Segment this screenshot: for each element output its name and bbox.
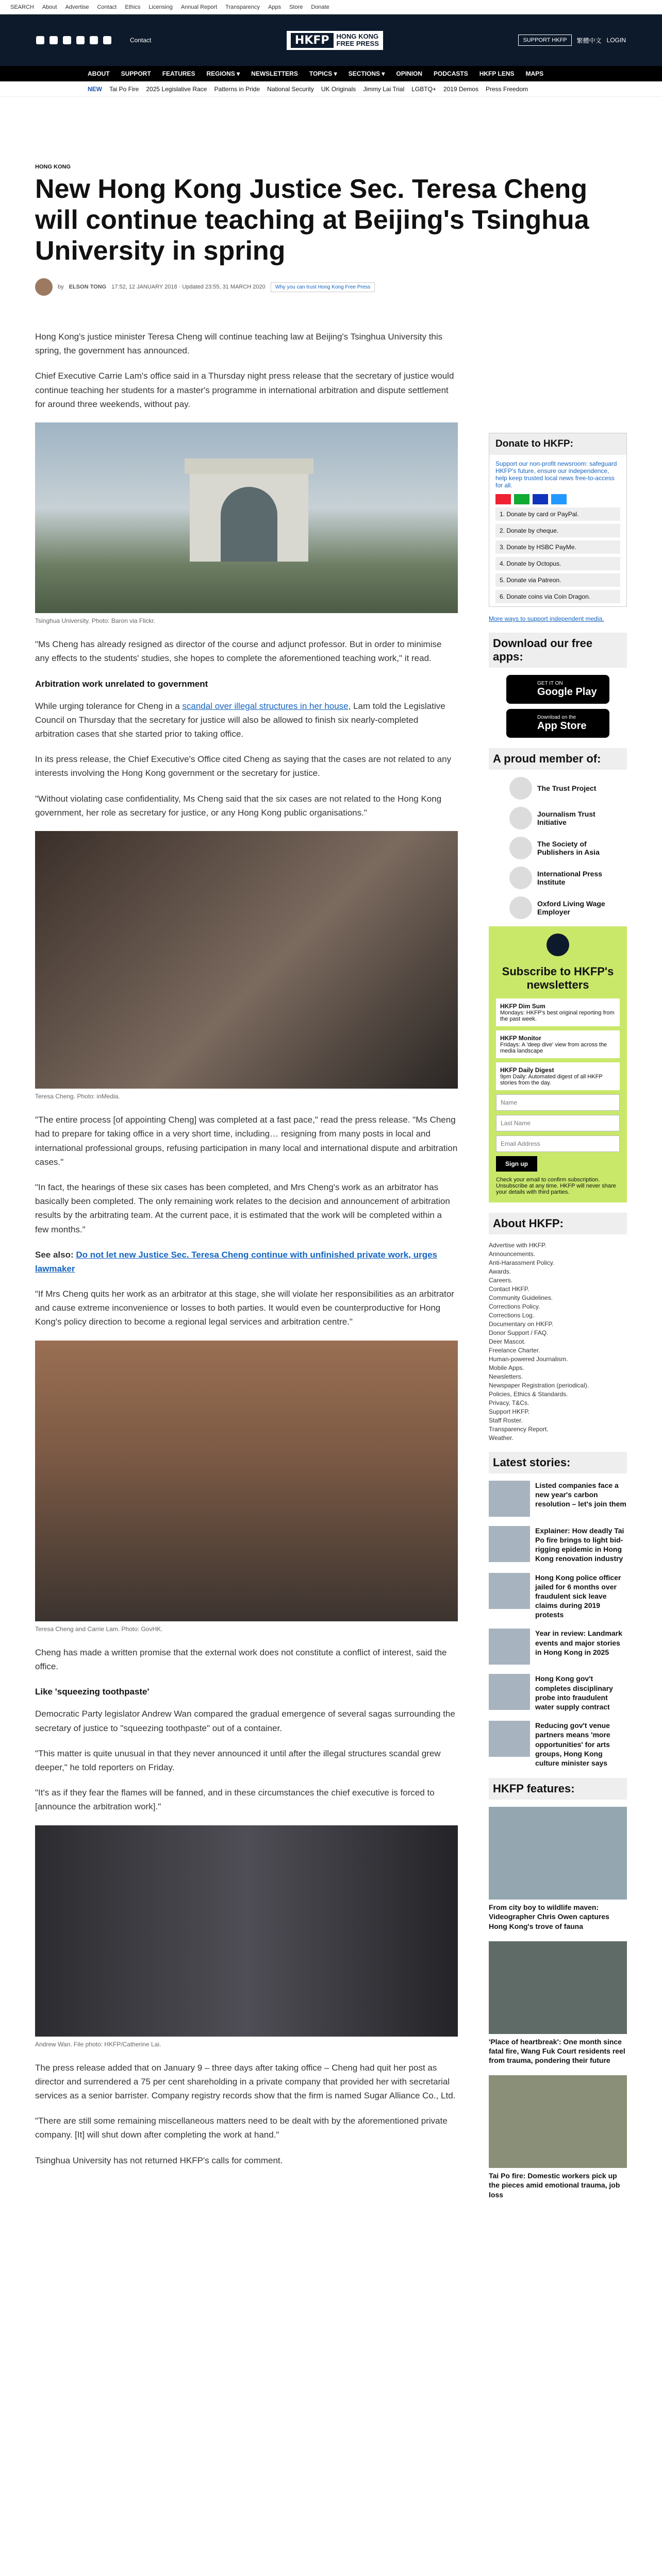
- about-link[interactable]: Transparency Report.: [489, 1425, 549, 1433]
- donate-methods: [489, 507, 626, 603]
- topbar-link[interactable]: Contact: [97, 4, 117, 10]
- photo-caption: Teresa Cheng. Photo: inMedia.: [35, 1093, 120, 1100]
- topbar-link[interactable]: Transparency: [225, 4, 260, 10]
- latest-story[interactable]: Hong Kong police officer jailed for 6 months over fraudulent sick leave claims during 2019 protests: [489, 1573, 627, 1620]
- trending-item[interactable]: Jimmy Lai Trial: [363, 85, 405, 93]
- header-contact-link[interactable]: Contact: [130, 37, 152, 44]
- top-utility-bar: [0, 0, 662, 14]
- about-link[interactable]: Policies, Ethics & Standards.: [489, 1390, 568, 1398]
- about-link[interactable]: Careers.: [489, 1276, 513, 1284]
- paragraph: Democratic Party legislator Andrew Wan compared the gradual emergence of several sagas surrounding the secretary of justice to "squeezing toothpaste" out of a container.: [35, 1709, 455, 1733]
- nav-maps[interactable]: MAPS: [525, 70, 544, 77]
- login-link[interactable]: LOGIN: [606, 37, 626, 44]
- about-link[interactable]: Documentary on HKFP.: [489, 1320, 554, 1328]
- about-link[interactable]: Newsletters.: [489, 1372, 523, 1380]
- photo-caption: Tsinghua University. Photo: Baron via Flickr.: [35, 617, 156, 624]
- google-play-badge[interactable]: GET IT ON Google Play: [506, 675, 609, 704]
- member-logo[interactable]: The Society of Publishers in Asia: [509, 837, 606, 859]
- donate-method[interactable]: 1. Donate by card or PayPal.: [495, 507, 620, 521]
- donate-box: [489, 433, 627, 607]
- trending-item[interactable]: 2019 Demos: [443, 85, 478, 93]
- youtube-icon[interactable]: [76, 36, 85, 44]
- see-also: See also: Do not let new Justice Sec. Teresa Cheng continue with unfinished private work, urges lawmaker: [35, 1249, 437, 1274]
- nav-features[interactable]: FEATURES: [162, 70, 195, 77]
- paragraph: "It's as if they fear the flames will be fanned, and in these circumstances the chief executive is forced to [announce the arbitration work].": [35, 1788, 435, 1812]
- topbar-link[interactable]: About: [42, 4, 57, 10]
- mastercard-icon: [495, 494, 511, 504]
- x-icon[interactable]: [49, 36, 58, 44]
- facebook-icon[interactable]: [36, 36, 44, 44]
- latest-story[interactable]: Year in review: Landmark events and major stories in Hong Kong in 2025: [489, 1629, 627, 1665]
- donate-intro[interactable]: Support our non-profit newsroom: safeguard HKFP's future, ensure our independence, help keep trusted local news free-to-access for all.: [495, 460, 617, 489]
- section-heading: Like 'squeezing toothpaste': [35, 1687, 150, 1697]
- paragraph: "In fact, the hearings of these six cases has been completed, and Mrs Cheng's work as an arbitrator has basically been completed. The only remaining work relates to the decision and announcement of arbitration results by the arbitrating team. At the current pace, it is estimated that the work will be completed within a few months.": [35, 1182, 450, 1234]
- support-button[interactable]: SUPPORT HKFP: [518, 35, 571, 46]
- latest-story[interactable]: Explainer: How deadly Tai Po fire brings to light bid-rigging epidemic in Hong Kong renovation industry: [489, 1526, 627, 1564]
- donate-method[interactable]: 6. Donate coins via Coin Dragon.: [495, 590, 620, 603]
- trending-item[interactable]: LGBTQ+: [411, 85, 436, 93]
- author-avatar: [35, 278, 53, 296]
- about-link[interactable]: Contact HKFP.: [489, 1285, 529, 1293]
- about-link[interactable]: Corrections Log.: [489, 1311, 535, 1319]
- topbar-link[interactable]: Donate: [311, 4, 329, 10]
- donate-method[interactable]: 4. Donate by Octopus.: [495, 557, 620, 570]
- feature-caption[interactable]: From city boy to wildlife maven: Videographer Chris Owen captures Hong Kong's trove of fauna: [489, 1903, 609, 1930]
- paragraph: Tsinghua University has not returned HKFP's calls for comment.: [35, 2155, 283, 2165]
- logo-text: HONG KONG FREE PRESS: [336, 32, 379, 47]
- about-link[interactable]: Announcements.: [489, 1250, 536, 1258]
- byline: [35, 278, 499, 296]
- bluesky-icon[interactable]: [90, 36, 98, 44]
- article-dates: 17:52, 12 JANUARY 2018 · Updated 23:55, 31 MARCH 2020: [111, 284, 266, 290]
- paragraph: Cheng has made a written promise that the external work does not constitute a conflict of interest, said the office.: [35, 1647, 447, 1671]
- apps-title: Download our free apps:: [489, 633, 627, 668]
- inline-link[interactable]: scandal over illegal structures in her house: [182, 701, 349, 711]
- member-logo[interactable]: Journalism Trust Initiative: [509, 807, 606, 829]
- trending-item[interactable]: Tai Po Fire: [109, 85, 139, 93]
- nav-regions[interactable]: REGIONS ▾: [206, 70, 240, 77]
- photo-tsinghua: [35, 422, 458, 613]
- about-link[interactable]: Privacy, T&Cs.: [489, 1399, 529, 1406]
- topbar-link[interactable]: Apps: [268, 4, 282, 10]
- trending-item[interactable]: Patterns in Pride: [214, 85, 260, 93]
- about-link[interactable]: Weather.: [489, 1434, 514, 1442]
- newsletter-option[interactable]: HKFP Daily Digest 9pm Daily: Automated digest of all HKFP stories from the day.: [496, 1062, 620, 1090]
- donate-method[interactable]: 3. Donate by HSBC PayMe.: [495, 540, 620, 554]
- nav-sections[interactable]: SECTIONS ▾: [348, 70, 385, 77]
- member-logo[interactable]: International Press Institute: [509, 867, 606, 889]
- about-title: About HKFP:: [489, 1213, 627, 1234]
- gate-illustration: [35, 422, 458, 613]
- topbar-link[interactable]: Advertise: [65, 4, 89, 10]
- about-link[interactable]: Staff Roster.: [489, 1416, 523, 1424]
- card-icon: [514, 494, 529, 504]
- paragraph: "There are still some remaining miscellaneous matters need to be dealt with by the aforementioned private company. [It] will shut down after completing the work at hand.": [35, 2116, 448, 2140]
- about-link[interactable]: Anti-Harassment Policy.: [489, 1259, 555, 1266]
- photo-andrew-wan: [35, 1825, 458, 2037]
- story-thumbnail: [489, 1573, 530, 1609]
- nav-opinion[interactable]: OPINION: [396, 70, 423, 77]
- trending-item[interactable]: UK Originals: [321, 85, 356, 93]
- payment-icons: [489, 494, 626, 504]
- story-thumbnail: [489, 1481, 530, 1517]
- trending-new-label: NEW: [88, 85, 102, 93]
- trust-link[interactable]: Why you can trust Hong Kong Free Press: [271, 282, 375, 292]
- visa-icon: [533, 494, 548, 504]
- paragraph: Chief Executive Carrie Lam's office said in a Thursday night press release that the secretary of justice would continue teaching her students for a master's programme in international arbitration and dispute settlement for around three weekends, without pay.: [35, 371, 454, 409]
- about-link[interactable]: Deer Mascot.: [489, 1337, 526, 1345]
- nav-podcasts[interactable]: PODCASTS: [434, 70, 468, 77]
- social-icons: [36, 36, 111, 44]
- paragraph: "If Mrs Cheng quits her work as an arbitrator at this stage, she will violate her responsibilities as an arbitrator and cause extreme inconvenience or losses to both parties. It would even be counterproductive for Hong Kong's policy direction to become a regional legal services and arbitration centre.": [35, 1289, 454, 1327]
- about-link[interactable]: Corrections Policy.: [489, 1302, 540, 1310]
- paypal-icon: [551, 494, 567, 504]
- donate-method[interactable]: 5. Donate via Patreon.: [495, 573, 620, 587]
- latest-story[interactable]: Hong Kong gov't completes disciplinary probe into fraudulent water supply contract: [489, 1674, 627, 1711]
- photo-teresa-cheng: [35, 831, 458, 1089]
- site-header: [0, 14, 662, 66]
- nav-about[interactable]: ABOUT: [88, 70, 110, 77]
- email-icon[interactable]: [103, 36, 111, 44]
- signup-button[interactable]: Sign up: [496, 1156, 537, 1172]
- last-name-field[interactable]: Last Name: [496, 1115, 620, 1131]
- newsletter-option[interactable]: HKFP Dim Sum Mondays: HKFP's best original reporting from the past week.: [496, 998, 620, 1026]
- feature-caption[interactable]: Tai Po fire: Domestic workers pick up the pieces amid emotional trauma, job loss: [489, 2172, 620, 2199]
- topbar-link[interactable]: Annual Report: [180, 4, 218, 10]
- feature-image[interactable]: [489, 1807, 627, 1900]
- instagram-icon[interactable]: [63, 36, 71, 44]
- article-body: [35, 330, 458, 2179]
- feature-image[interactable]: [489, 2075, 627, 2168]
- about-link[interactable]: Freelance Charter.: [489, 1346, 540, 1354]
- story-thumbnail: [489, 1721, 530, 1757]
- paragraph: "This matter is quite unusual in that they never announced it until after the illegal structures scandal grew deeper," he told reporters on Friday.: [35, 1748, 441, 1772]
- article-title: New Hong Kong Justice Sec. Teresa Cheng will continue teaching at Beijing's Tsinghua University in spring: [35, 174, 589, 266]
- search-link[interactable]: SEARCH: [10, 4, 34, 10]
- latest-story[interactable]: Listed companies face a new year's carbon resolution – let's join them: [489, 1481, 627, 1517]
- photo-cheng-and-lam: [35, 1341, 458, 1621]
- about-link[interactable]: Community Guidelines.: [489, 1294, 553, 1301]
- trending-item[interactable]: National Security: [267, 85, 314, 93]
- story-thumbnail: [489, 1629, 530, 1665]
- members-title: A proud member of:: [489, 748, 627, 770]
- donate-method[interactable]: 2. Donate by cheque.: [495, 524, 620, 537]
- about-link[interactable]: Human-powered Journalism.: [489, 1355, 568, 1363]
- features-title: HKFP features:: [489, 1778, 627, 1800]
- photo-caption: Andrew Wan. File photo: HKFP/Catherine Lai.: [35, 2040, 161, 2048]
- section-heading: Arbitration work unrelated to government: [35, 679, 208, 689]
- paragraph: Hong Kong's justice minister Teresa Cheng will continue teaching law at Beijing's Tsinghua University this spring, the government has announced.: [35, 332, 443, 356]
- feature-image[interactable]: [489, 1941, 627, 2034]
- topbar-link[interactable]: Ethics: [125, 4, 141, 10]
- trending-bar: [0, 81, 662, 97]
- story-thumbnail: [489, 1674, 530, 1710]
- nav-topics[interactable]: TOPICS ▾: [309, 70, 337, 77]
- about-link[interactable]: Awards.: [489, 1267, 511, 1275]
- paragraph: "Ms Cheng has already resigned as director of the course and adjunct professor. But in order to minimise any effects to the students' studies, she hopes to complete the aforementioned teaching work," it read.: [35, 639, 442, 664]
- newsletter-note: Check your email to confirm subscription. Unsubscribe at any time. HKFP will never share your details with third parties.: [496, 1176, 616, 1195]
- newsletter-option[interactable]: HKFP Monitor Fridays: A 'deep dive' view from across the media landscape: [496, 1030, 620, 1058]
- nav-lens[interactable]: HKFP LENS: [479, 70, 515, 77]
- app-store-badge[interactable]: Download on the App Store: [506, 709, 609, 738]
- paragraph: "The entire process [of appointing Cheng] was completed at a fast pace," read the press release. "Ms Cheng had to prepare for taking office in a very short time, including… resigning from many posts in local and international professional groups, refusing participation in many local and international dispute and arbitration cases.": [35, 1115, 458, 1167]
- member-logo[interactable]: The Trust Project: [509, 777, 606, 800]
- paragraph: While urging tolerance for Cheng in a scandal over illegal structures in her house, Lam told the Legislative Council on Thursday that the secretary for justice will also be allowed to finish six nearly-completed arbitration cases that she started prior to taking office.: [35, 701, 445, 739]
- author-name[interactable]: ELSON TONG: [69, 284, 107, 290]
- about-link[interactable]: Donor Support / FAQ.: [489, 1329, 549, 1336]
- main-nav: [0, 66, 662, 81]
- logo-mark: HKFP: [291, 33, 334, 48]
- language-link[interactable]: 繁體中文: [576, 37, 602, 44]
- paragraph: The press release added that on January 9 – three days after taking office – Cheng had quit her post as director and surrendered a 75 per cent shareholding in a private company that provided her with secretarial services as a senior barrister. Company registry records show that the firm is named Sugar Alliance Co., Ltd.: [35, 2062, 456, 2101]
- see-also-link[interactable]: Do not let new Justice Sec. Teresa Cheng continue with unfinished private work, urges lawmaker: [35, 1249, 437, 1274]
- category-tag[interactable]: HONG KONG: [35, 164, 71, 170]
- donate-box-title: Donate to HKFP:: [489, 433, 626, 455]
- author-prefix: by: [58, 284, 64, 290]
- newsletter-title: Subscribe to HKFP's newsletters: [502, 965, 614, 992]
- about-link[interactable]: Mobile Apps.: [489, 1364, 524, 1371]
- feature-caption[interactable]: 'Place of heartbreak': One month since fatal fire, Wang Fuk Court residents reel from trauma, pondering their future: [489, 2037, 625, 2065]
- about-list: [489, 1242, 627, 1442]
- site-logo[interactable]: [287, 31, 383, 50]
- more-ways-link[interactable]: More ways to support independent media.: [489, 615, 604, 622]
- photo-caption: Teresa Cheng and Carrie Lam. Photo: GovHK.: [35, 1625, 163, 1633]
- trending-item[interactable]: Press Freedom: [485, 85, 528, 93]
- trending-item[interactable]: 2025 Legislative Race: [146, 85, 207, 93]
- sidebar: [489, 433, 627, 2210]
- email-field[interactable]: Email Address: [496, 1136, 620, 1152]
- topbar-link[interactable]: Licensing: [148, 4, 173, 10]
- paragraph: "Without violating case confidentiality, Ms Cheng said that the six cases are not related to the Hong Kong government, her role as secretary for justice, or any Hong Kong public organisations.": [35, 793, 442, 818]
- latest-title: Latest stories:: [489, 1452, 627, 1473]
- about-link[interactable]: Newspaper Registration (periodical).: [489, 1381, 589, 1389]
- about-link[interactable]: Support HKFP.: [489, 1408, 530, 1415]
- about-link[interactable]: Advertise with HKFP.: [489, 1241, 547, 1249]
- hkfp-badge-icon: [547, 934, 569, 956]
- nav-support[interactable]: SUPPORT: [121, 70, 151, 77]
- paragraph: In its press release, the Chief Executive's Office cited Cheng as saying that the cases are not related to any interests involving the Hong Kong government or the secretary for justice.: [35, 754, 452, 778]
- story-thumbnail: [489, 1526, 530, 1562]
- name-field[interactable]: Name: [496, 1094, 620, 1111]
- latest-story[interactable]: Reducing gov't venue partners means 'more opportunities' for arts groups, Hong Kong culture minister says: [489, 1721, 627, 1768]
- topbar-link[interactable]: Store: [289, 4, 303, 10]
- member-logo[interactable]: Oxford Living Wage Employer: [509, 896, 606, 919]
- nav-newsletters[interactable]: NEWSLETTERS: [251, 70, 298, 77]
- newsletter-box: [489, 926, 627, 1202]
